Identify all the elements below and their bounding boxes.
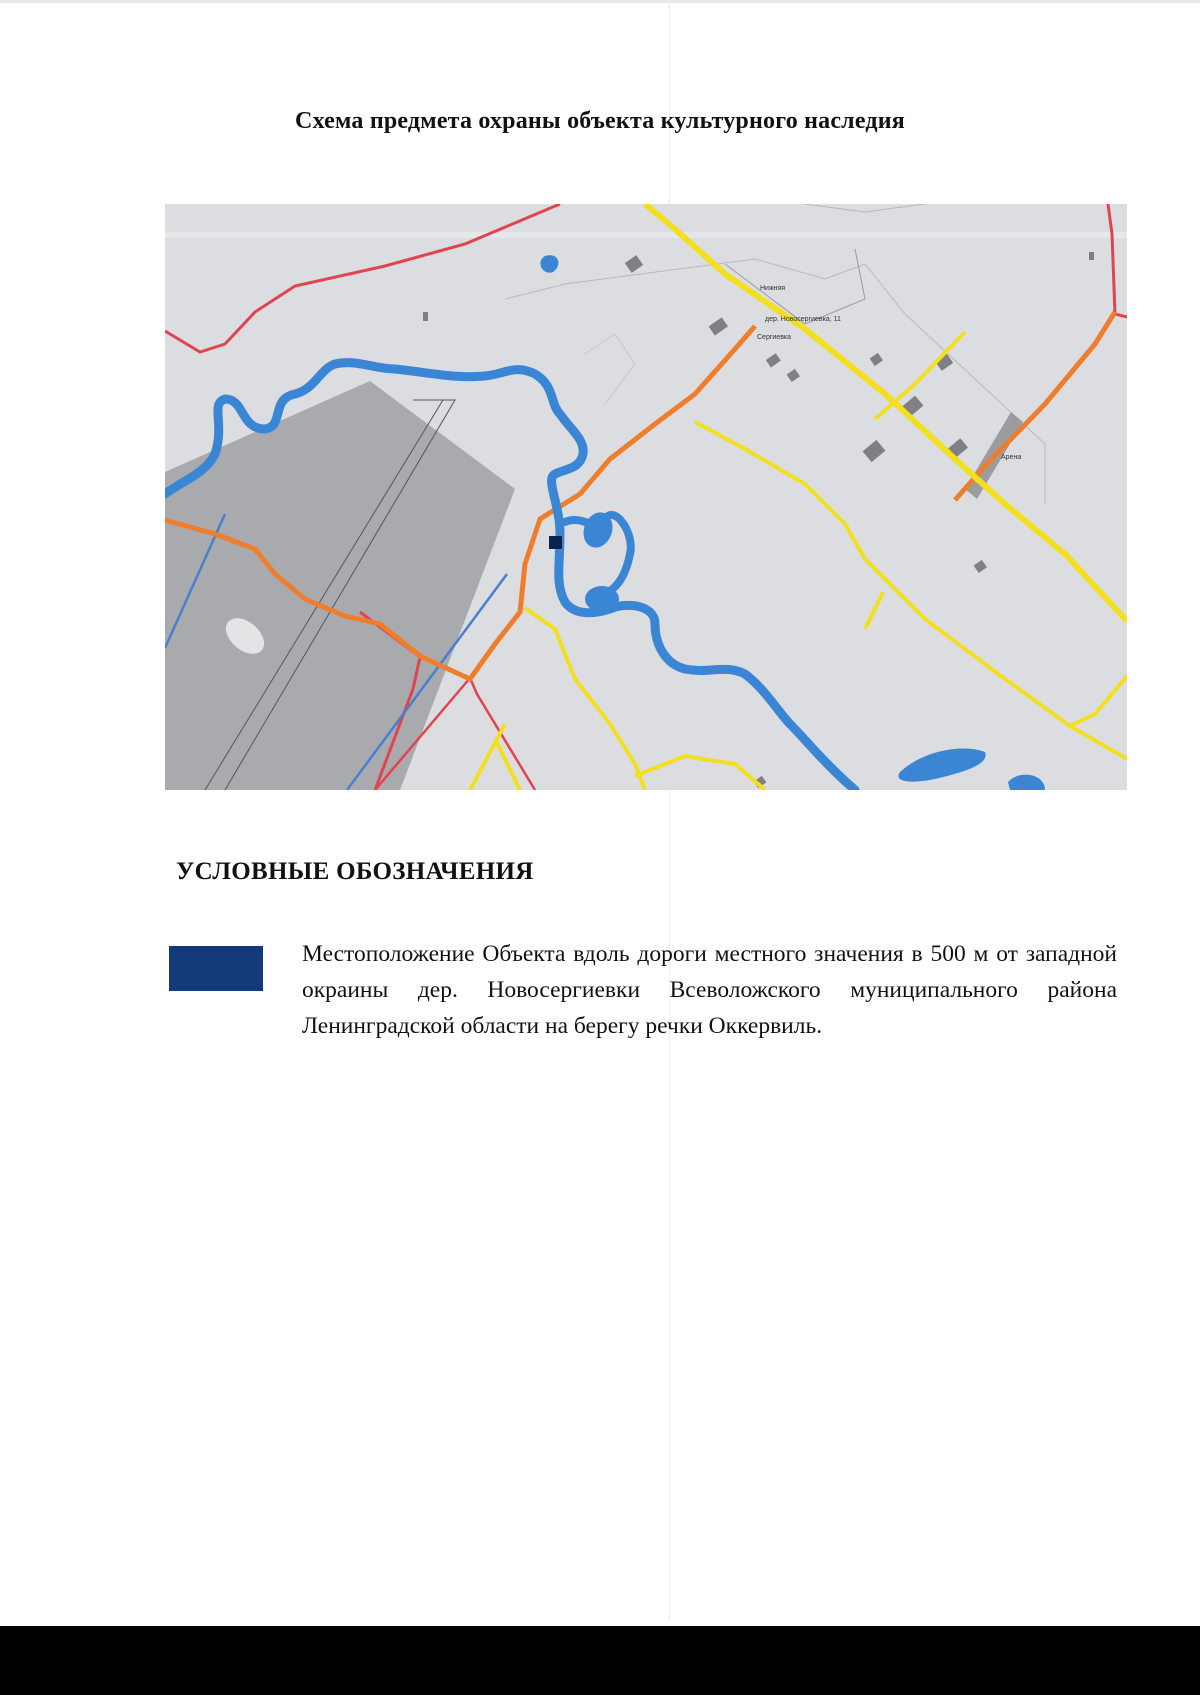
building (1089, 252, 1094, 260)
map-label-right: Арена (1001, 454, 1022, 461)
map-scheme (165, 204, 1127, 790)
legend-description: Местоположение Объекта вдоль дороги местного значения в 500 м от западной окраины дер. Новосергиевки Всеволожского муниципального района Ленинградской области на берегу речки Оккервиль. (302, 941, 1117, 1039)
legend-heading: УСЛОВНЫЕ ОБОЗНАЧЕНИЯ (176, 858, 534, 885)
map-light-band (165, 232, 1127, 238)
map-label-nizhnyaya: Нижняя (760, 285, 786, 292)
scan-bottom-bar (0, 1626, 1200, 1695)
dark-square-icon (549, 536, 562, 549)
pond (585, 586, 619, 612)
building (423, 312, 428, 321)
map-label-sergievka: Сергиевка (757, 334, 792, 341)
map-label-address: дер. Новосергиевка, 11 (765, 316, 841, 323)
legend-swatch-object-location (169, 946, 263, 991)
scan-top-edge (0, 0, 1200, 3)
map-canvas (165, 204, 1127, 790)
page-title: Схема предмета охраны объекта культурного наследия (295, 108, 905, 134)
